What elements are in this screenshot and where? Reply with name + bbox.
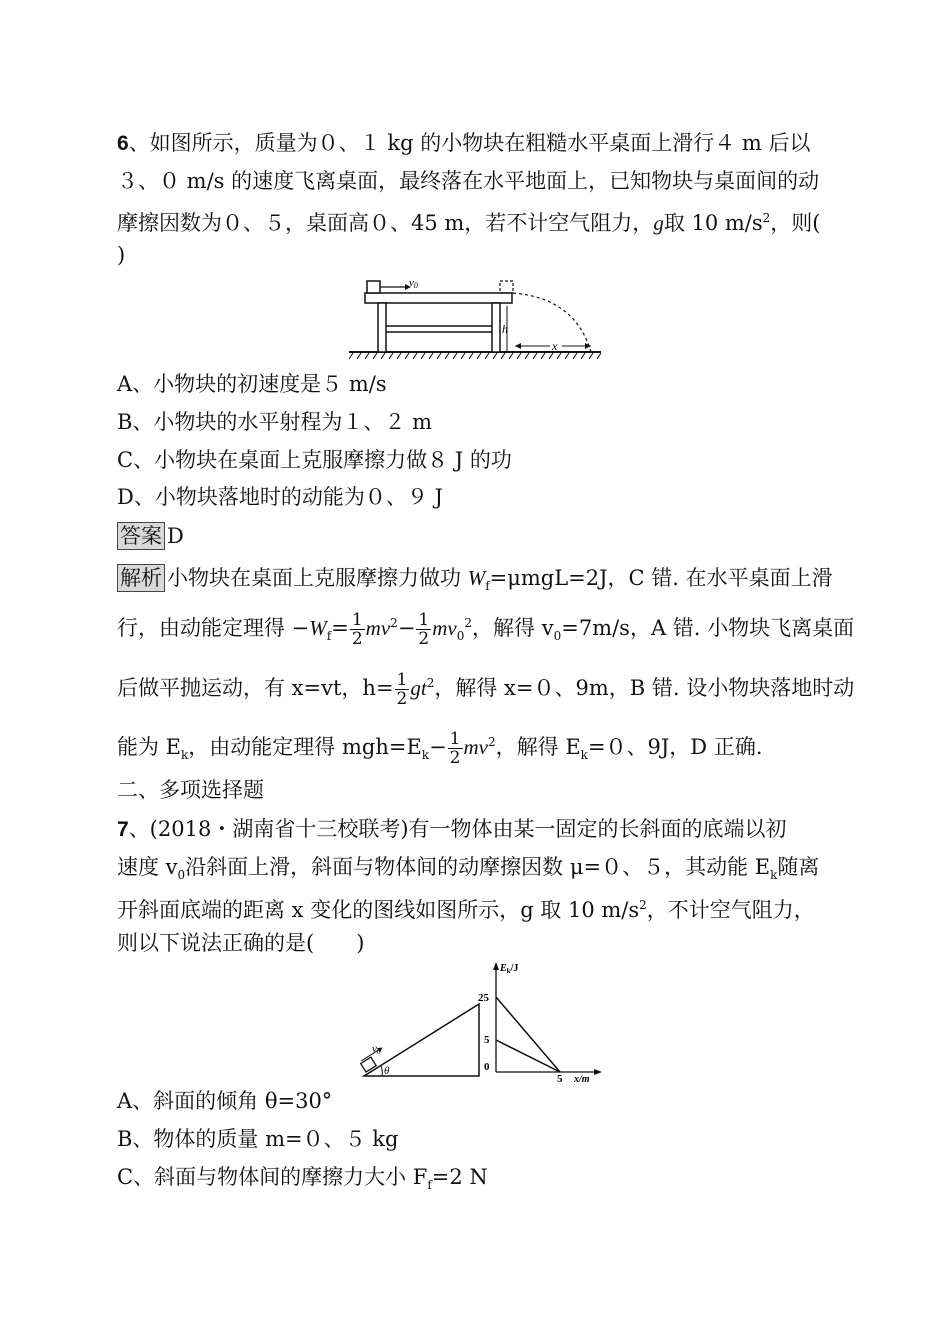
q6-fig-v0-label: v0 (409, 277, 418, 290)
q7-ek-graph (478, 960, 608, 1082)
q6-option-b: B、小物块的水平射程为１、２ m (117, 410, 433, 434)
q6-answer: 答案 D (117, 521, 184, 551)
q6-analysis-line-1: 解析 小物块在桌面上克服摩擦力做功 $W_f=\mu mgL=2J$，C 错. 在水平桌面上滑 (117, 563, 833, 601)
fraction-half: $\frac{1}{2}$ (418, 610, 430, 649)
answer-tag: 答案 (117, 522, 165, 550)
q7-ek-down-line (496, 1040, 560, 1072)
q7-incline-v0-label: v0 (372, 1043, 381, 1056)
q7-option-c: C、斜面与物体间的摩擦力大小 $F_f=2$ N (117, 1165, 488, 1193)
q7-y-axis-label: $E_k/J$ (500, 963, 519, 975)
analysis-tag: 解析 (117, 564, 165, 592)
q7-ek-up-line (496, 997, 560, 1072)
q7-y-tick-25: 25 (478, 992, 489, 1004)
q7-option-b: B、物体的质量 m=０、５ kg (117, 1127, 399, 1151)
q7-x-axis-label: x/m (574, 1074, 590, 1082)
q6-option-c: C、小物块在桌面上克服摩擦力做８ J 的功 (117, 448, 512, 472)
q6-fig-x-label: x (552, 339, 558, 353)
section-heading: 二、多项选择题 (117, 778, 264, 802)
q6-analysis-line-4: 能为 $E_k$，由动能定理得 $mgh=E_k-$ $\frac{1}{2}$ $mv^2$，解得 $E_k=0$、9J，D 正确. (117, 729, 763, 768)
q6-option-d: D、小物块落地时的动能为０、９ J (117, 485, 443, 509)
q7-incline-figure (352, 1000, 487, 1082)
fraction-half: $\frac{1}{2}$ (351, 610, 363, 649)
q7-x-tick-5: 5 (557, 1073, 563, 1082)
q6-number: 6 (117, 132, 129, 155)
q7-number: 7 (117, 818, 129, 841)
q6-fig-h-label: h (502, 322, 508, 336)
q7-stem-line-3: 开斜面底端的距离 x 变化的图线如图所示，g 取 10 $m/s^2$，不计空气阻力， (117, 898, 815, 922)
q7-stem-line-1: 7、(2018・湖南省十三校联考)有一物体由某一固定的长斜面的底端以初 (117, 817, 787, 841)
fraction-half: $\frac{1}{2}$ (449, 729, 461, 768)
q7-option-a: A、斜面的倾角 θ=30° (117, 1089, 333, 1113)
q6-stem-line-2: ３、０ m/s 的速度飞离桌面，最终落在水平地面上，已知物块与桌面间的动 (117, 169, 820, 193)
q6-stem-line-1: 6、如图所示，质量为０、１ kg 的小物块在粗糙水平桌面上滑行４ m 后以 (117, 131, 811, 155)
q6-stem-line-4: ) (117, 243, 126, 267)
q6-option-a: A、小物块的初速度是５ m/s (117, 372, 387, 396)
q7-y-tick-0: 0 (484, 1061, 490, 1073)
q6-table-figure (345, 276, 605, 360)
q7-theta-label: θ (384, 1065, 390, 1077)
q6-stem-line-3: 摩擦因数为０、５，桌面高０、45 m，若不计空气阻力，g取 10 $m/s^2$，则( (117, 211, 821, 235)
q6-analysis-line-3: 后做平抛运动，有 x=vt，h= $\frac{1}{2}$ $gt^2$，解得 x=０、9m，B 错. 设小物块落地时动 (117, 670, 855, 709)
q7-stem-line-2: 速度 $v_0$沿斜面上滑，斜面与物体间的动摩擦因数 μ=０、５，其动能 $E_k$随离 (117, 855, 820, 883)
q7-y-tick-5: 5 (484, 1034, 490, 1046)
q6-analysis-line-2: 行，由动能定理得 $-W_f=$ $\frac{1}{2}$ $mv^2-$ $\frac{1}{2}$ $mv_0^2$，解得 $v_0=7m/s$，A 错. 小物块飞离桌面 (117, 610, 855, 649)
fraction-half: $\frac{1}{2}$ (396, 670, 408, 709)
q7-stem-line-4: 则以下说法正确的是( ) (117, 931, 365, 955)
